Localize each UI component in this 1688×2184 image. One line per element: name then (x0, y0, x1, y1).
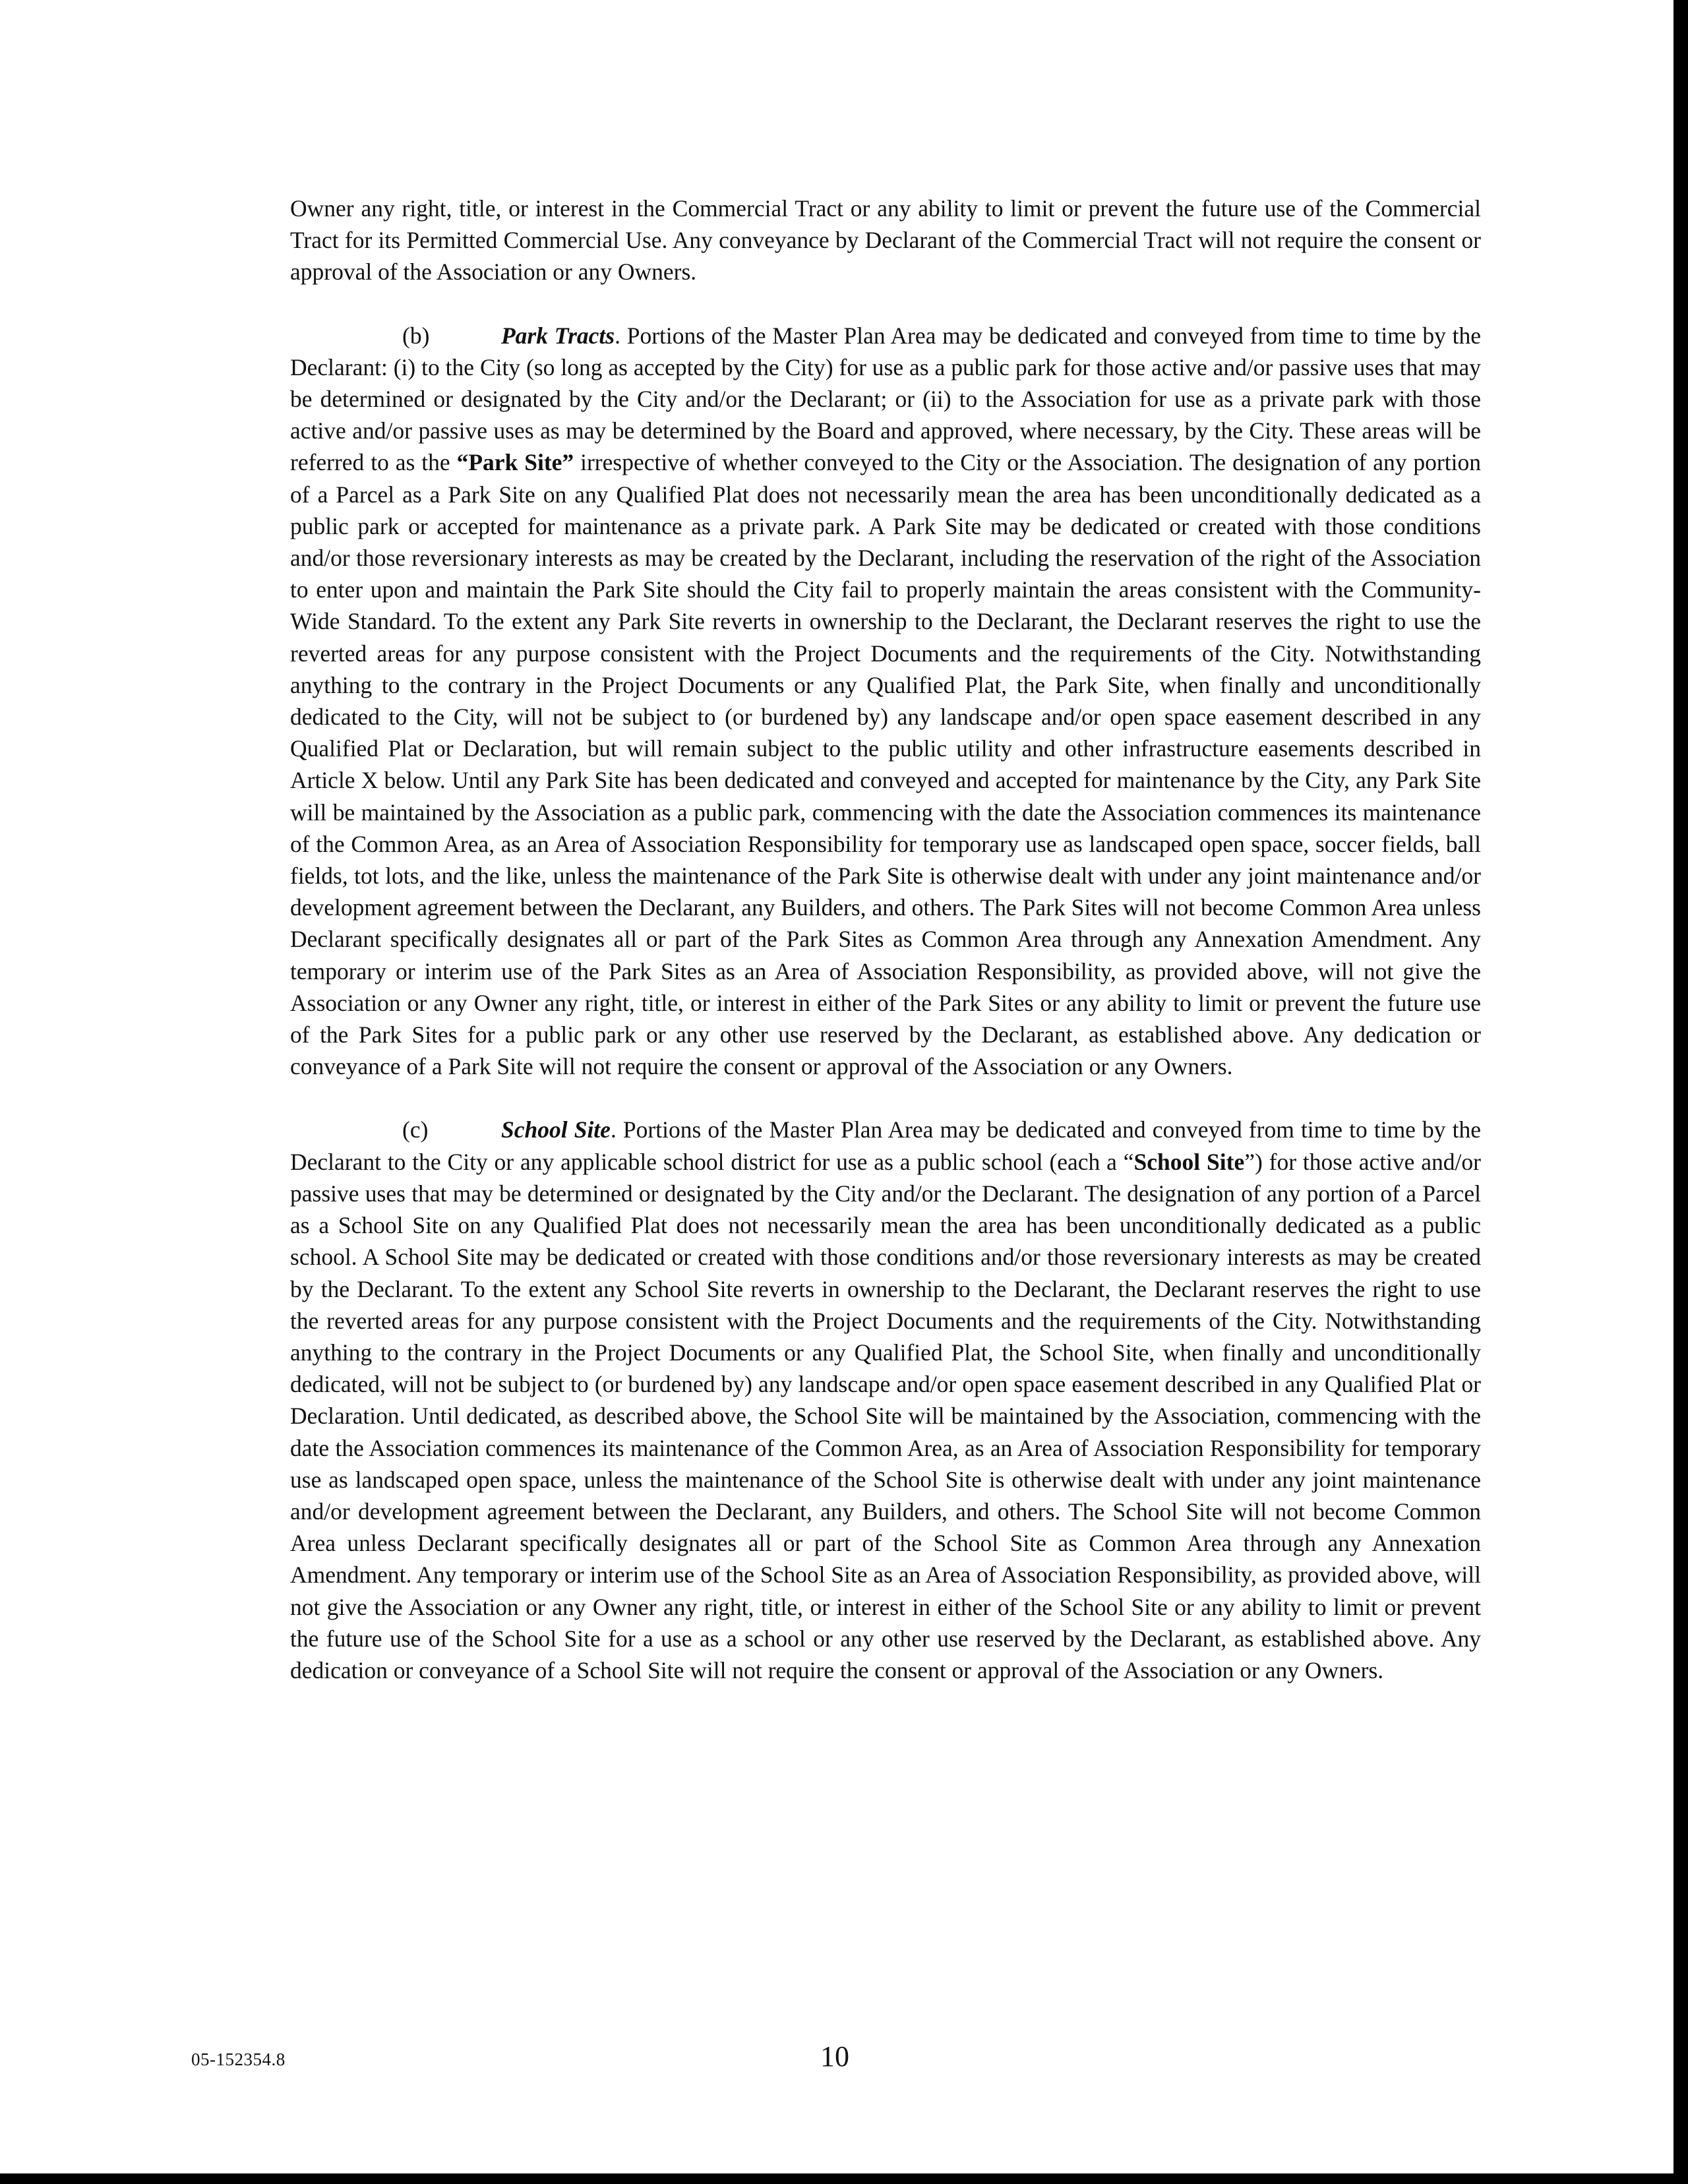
park-tracts-paragraph (290, 320, 1481, 1083)
scan-right-border (1673, 0, 1688, 2173)
intro-text: Owner any right, title, or interest in the Commercial Tract or any ability to limit or prevent the future use of the Commercial Tract for its Permitted Commercial Use. Any conveyance by Declarant of the Commercial Tract will not require the consent or approval of the Association or any Owners. (290, 195, 1481, 286)
park-text-2: irrespective of whether conveyed to the City or the Association. The designation of any portion of a Parcel as a Park Site on any Qualified Plat does not necessarily mean the area has been unconditionally dedicated as a public park or accepted for maintenance as a private park. A Park Site may be dedicated or created with those conditions and/or those reversionary interests as may be created by the Declarant, including the reservation of the right of the Association to enter upon and maintain the Park Site should the City fail to properly maintain the areas consistent with the Community-Wide Standard. To the extent any Park Site reverts in ownership to the Declarant, the Declarant reserves the right to use the reverted areas for any purpose consistent with the Project Documents and the requirements of the City. Notwithstanding anything to the contrary in the Project Documents or any Qualified Plat, the Park Site, when finally and unconditionally dedicated to the City, will not be subject to (or burdened by) any landscape and/or open space easement described in any Qualified Plat or Declaration, but will remain subject to the public utility and other infrastructure easements described in Article X below. Until any Park Site has been dedicated and conveyed and accepted for maintenance by the City, any Park Site will be maintained by the Association as a public park, commencing with the date the Association commences its maintenance of the Common Area, as an Area of Association Responsibility for temporary use as landscaped open space, soccer fields, ball fields, tot lots, and the like, unless the maintenance of the Park Site is otherwise dealt with under any joint maintenance and/or development agreement between the Declarant, any Builders, and others. The Park Sites will not become Common Area unless Declarant specifically designates all or part of the Park Sites as Common Area through any Annexation Amendment. Any temporary or interim use of the Park Sites as an Area of Association Responsibility, as provided above, will not give the Association or any Owner any right, title, or interest in either of the Park Sites or any ability to limit or prevent the future use of the Park Sites for a public park or any other use reserved by the Declarant, as established above. Any dedication or conveyance of a Park Site will not require the consent or approval of the Association or any Owners. (290, 449, 1481, 1080)
park-enum: (b) (402, 322, 430, 349)
school-defined-term: School Site (1133, 1148, 1245, 1175)
intro-paragraph (290, 193, 1481, 288)
school-text-2: ”) for those active and/or passive uses that may be determined or designated by the City and/or the Declarant. The designation of any portion of a Parcel as a School Site on any Qualified Plat does not necessarily mean the area has been unconditionally dedicated as a public school. A School Site may be dedicated or created with those conditions and/or those reversionary interests as may be created by the Declarant. To the extent any School Site reverts in ownership to the Declarant, the Declarant reserves the right to use the reverted areas for any purpose consistent with the Project Documents and the requirements of the City. Notwithstanding anything to the contrary in the Project Documents or any Qualified Plat, the School Site, when finally and unconditionally dedicated, will not be subject to (or burdened by) any landscape and/or open space easement described in any Qualified Plat or Declaration. Until dedicated, as described above, the School Site will be maintained by the Association, commencing with the date the Association commences its maintenance of the Common Area, as an Area of Association Responsibility for temporary use as landscaped open space, unless the maintenance of the School Site is otherwise dealt with under any joint maintenance and/or development agreement between the Declarant, any Builders, and others. The School Site will not become Common Area unless Declarant specifically designates all or part of the School Site as Common Area through any Annexation Amendment. Any temporary or interim use of the School Site as an Area of Association Responsibility, as provided above, will not give the Association or any Owner any right, title, or interest in either of the School Site or any ability to limit or prevent the future use of the School Site for a use as a school or any other use reserved by the Declarant, as established above. Any dedication or conveyance of a School Site will not require the consent or approval of the Association or any Owners. (290, 1148, 1481, 1684)
document-body (290, 193, 1481, 1686)
school-site-paragraph (290, 1114, 1481, 1686)
park-heading: Park Tracts (501, 322, 615, 349)
park-defined-term: “Park Site” (456, 449, 574, 476)
park-text-1: . Portions of the Master Plan Area may be dedicated and conveyed from time to time by the Declarant: (i) to the City (so long as accepted by the City) for use as a public park for those active and/or passive uses that may be determined or designated by the City and/or the Declarant; or (ii) to the Association for use as a private park with those active and/or passive uses as may be determined by the Board and approved, where necessary, by the City. These areas will be referred to as the (290, 322, 1481, 476)
scan-bottom-border (0, 2173, 1688, 2184)
school-text-1: . Portions of the Master Plan Area may be dedicated and conveyed from time to time by the Declarant to the City or any applicable school district for use as a public school (each a “ (290, 1116, 1481, 1175)
school-enum: (c) (402, 1116, 429, 1143)
footer-document-id: 05-152354.8 (191, 2049, 286, 2069)
footer-page-number: 10 (820, 2040, 849, 2073)
school-heading: School Site (501, 1116, 611, 1143)
